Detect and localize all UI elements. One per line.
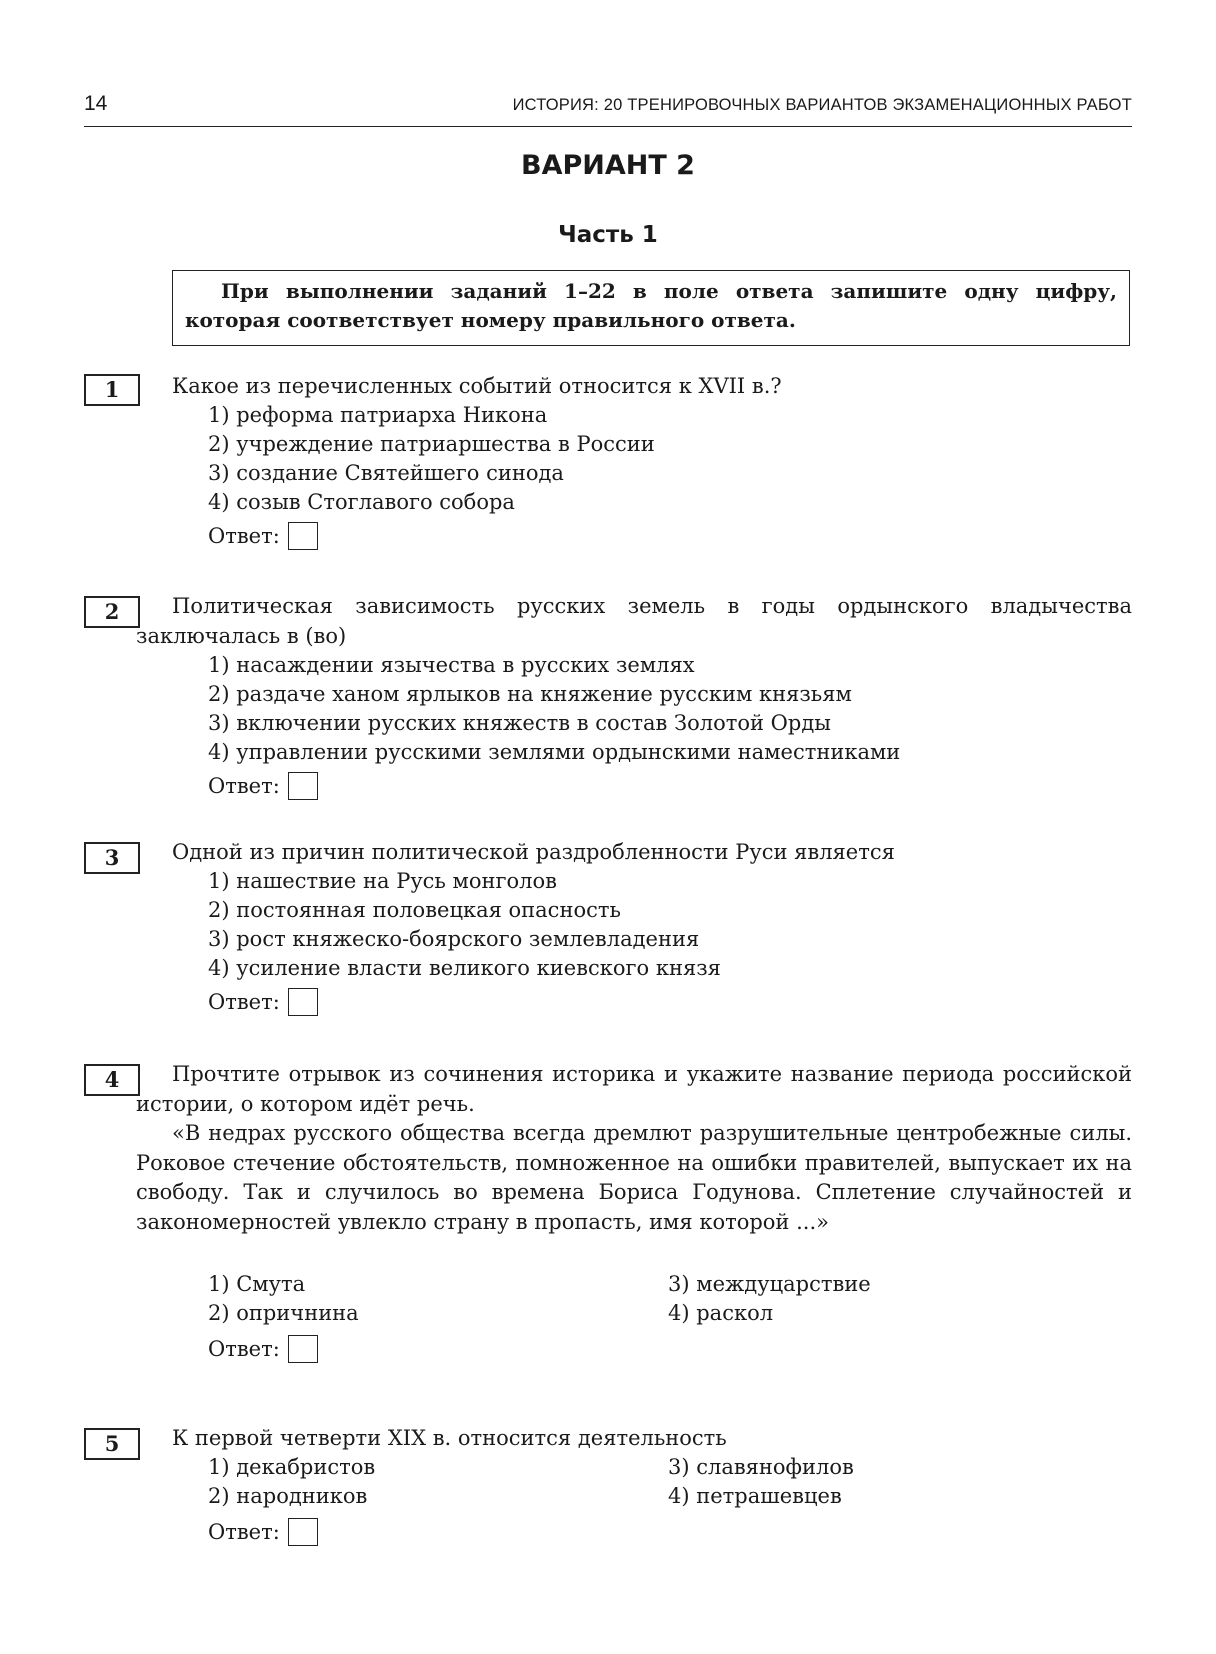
question-text: Прочтите отрывок из сочинения историка и укажите название периода российской истории, о котором идёт речь.	[136, 1062, 1132, 1116]
task-2	[84, 596, 1132, 806]
answer-row	[208, 987, 318, 1018]
answer-label: Ответ:	[208, 1520, 280, 1544]
task-4	[84, 1064, 1132, 1384]
task-number: 4	[84, 1064, 140, 1096]
question-text: К первой четверти XIX в. относится деятельность	[172, 1426, 727, 1450]
option-1: 1) насаждении язычества в русских землях	[208, 653, 695, 677]
option-3: 3) славянофилов	[668, 1455, 854, 1479]
option-1: 1) реформа патриарха Никона	[208, 403, 548, 427]
answer-label: Ответ:	[208, 524, 280, 548]
option-3: 3) рост княжеско-боярского землевладения	[208, 927, 700, 951]
option-2: 2) опричнина	[208, 1301, 359, 1325]
answer-label: Ответ:	[208, 774, 280, 798]
option-4: 4) усиление власти великого киевского князя	[208, 956, 721, 980]
option-2: 2) постоянная половецкая опасность	[208, 898, 621, 922]
quote-text: «В недрах русского общества всегда дремлют разрушительные центробежные силы. Роковое стечение обстоятельств, помноженное на ошибки правителей, выпускает их на свободу. Так и случилось во времена Бориса Годунова. Сплетение случайностей и закономерностей увлекло страну в пропасть, имя которой ...»	[136, 1121, 1132, 1234]
option-4: 4) петрашевцев	[668, 1484, 842, 1508]
option-2: 2) раздаче ханом ярлыков на княжение русским князьям	[208, 682, 852, 706]
answer-box[interactable]	[288, 988, 318, 1016]
option-2: 2) учреждение патриаршества в России	[208, 432, 655, 456]
answer-label: Ответ:	[208, 990, 280, 1014]
option-2: 2) народников	[208, 1484, 368, 1508]
question-text: Какое из перечисленных событий относится к XVII в.?	[172, 374, 782, 398]
variant-title: ВАРИАНТ 2	[521, 150, 695, 181]
question-text: Одной из причин политической раздробленности Руси является	[172, 840, 895, 864]
answer-box[interactable]	[288, 522, 318, 550]
task-1	[84, 374, 1132, 564]
answer-label: Ответ:	[208, 1337, 280, 1361]
answer-row	[208, 521, 318, 552]
task-number: 3	[84, 842, 140, 874]
instruction-box: При выполнении заданий 1–22 в поле ответа запишите одну цифру, которая соответствует номеру правильного ответа.	[172, 270, 1130, 346]
option-1: 1) нашествие на Русь монголов	[208, 869, 557, 893]
answer-row	[208, 771, 318, 802]
answer-row	[208, 1517, 318, 1548]
option-4: 4) управлении русскими землями ордынскими наместниками	[208, 740, 901, 764]
running-title: ИСТОРИЯ: 20 ТРЕНИРОВОЧНЫХ ВАРИАНТОВ ЭКЗАМЕНАЦИОННЫХ РАБОТ	[512, 96, 1132, 114]
option-3: 3) создание Святейшего синода	[208, 461, 564, 485]
option-1: 1) Смута	[208, 1272, 306, 1296]
answer-box[interactable]	[288, 1335, 318, 1363]
answer-box[interactable]	[288, 772, 318, 800]
task-3	[84, 842, 1132, 1032]
task-5	[84, 1428, 1132, 1568]
task-number: 2	[84, 596, 140, 628]
answer-row	[208, 1334, 318, 1365]
page-number: 14	[84, 92, 108, 115]
option-4: 4) созыв Стоглавого собора	[208, 490, 515, 514]
option-3: 3) междуцарствие	[668, 1272, 871, 1296]
option-3: 3) включении русских княжеств в состав Золотой Орды	[208, 711, 831, 735]
part-title: Часть 1	[558, 222, 658, 248]
running-header	[84, 86, 1132, 127]
answer-box[interactable]	[288, 1518, 318, 1546]
task-number: 1	[84, 374, 140, 406]
question-text: Политическая зависимость русских земель в годы ордынского владычества заключалась в (во)	[136, 594, 1132, 648]
task-number: 5	[84, 1428, 140, 1460]
option-1: 1) декабристов	[208, 1455, 376, 1479]
option-4: 4) раскол	[668, 1301, 774, 1325]
